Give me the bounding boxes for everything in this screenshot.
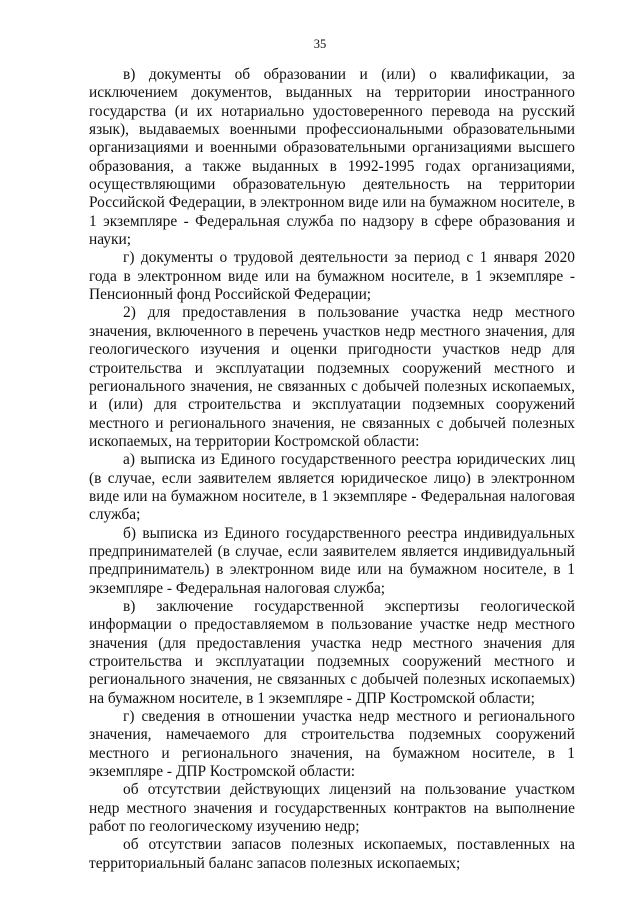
paragraph-no-mineral-reserves: об отсутствии запасов полезных ископаемых, поставленных на территориальный баланс запасов полезных ископаемых; [89, 836, 575, 872]
paragraph-item-g-subsoil-plot-info: г) сведения в отношении участка недр местного и регионального значения, намечаемого для строительства подземных сооружений местного и регионального значения, на бумажном носителе, в 1 экземпляре - ДПР Костромской области: [89, 708, 575, 781]
paragraph-no-active-licenses: об отсутствии действующих лицензий на пользование участком недр местного значения и государственных контрактов на выполнение работ по геологическому изучению недр; [89, 781, 575, 836]
paragraph-item-b-entrepreneurs-extract: б) выписка из Единого государственного реестра индивидуальных предпринимателей (в случае, если заявителем является индивидуальный предприниматель) в электронном виде или на бумажном носителе, в 1 экземпляре - Федеральная налоговая служба; [89, 524, 575, 597]
paragraph-item-2-local-subsoil-plot: 2) для предоставления в пользование участка недр местного значения, включенного в перечень участков недр местного значения, для геологического изучения и оценки пригодности участков недр для строительства и эксплуатации подземных сооружений местного и регионального значения, не связанных с добычей полезных ископаемых, и (или) для строительства и эксплуатации подземных сооружений местного и регионального значения, не связанных с добычей полезных ископаемых, на территории Костромской области: [89, 304, 575, 450]
document-body [89, 66, 575, 873]
paragraph-item-v-education-documents: в) документы об образовании и (или) о квалификации, за исключением документов, выданных на территории иностранного государства (и их нотариально удостоверенного перевода на русский язык), выдаваемых военными профессиональными образовательными организациями и военными образовательными организациями высшего образования, а также выданных в 1992-1995 годах организациями, осуществляющими образовательную деятельность на территории Российской Федерации, в электронном виде или на бумажном носителе, в 1 экземпляре - Федеральная служба по надзору в сфере образования и науки; [89, 66, 575, 249]
page-number: 35 [313, 37, 327, 51]
paragraph-item-v-geological-expertise: в) заключение государственной экспертизы геологической информации о предоставляемом в пользование участке недр местного значения (для предоставления участка недр местного значения для строительства и эксплуатации подземных сооружений местного и регионального значения, не связанных с добычей полезных ископаемых) на бумажном носителе, в 1 экземпляре - ДПР Костромской области; [89, 597, 575, 707]
paragraph-item-a-legal-entities-extract: а) выписка из Единого государственного реестра юридических лиц (в случае, если заявителем является юридическое лицо) в электронном виде или на бумажном носителе, в 1 экземпляре - Федеральная налоговая служба; [89, 451, 575, 524]
paragraph-item-g-employment-documents: г) документы о трудовой деятельности за период с 1 января 2020 года в электронном виде или на бумажном носителе, в 1 экземпляре - Пенсионный фонд Российской Федерации; [89, 249, 575, 304]
